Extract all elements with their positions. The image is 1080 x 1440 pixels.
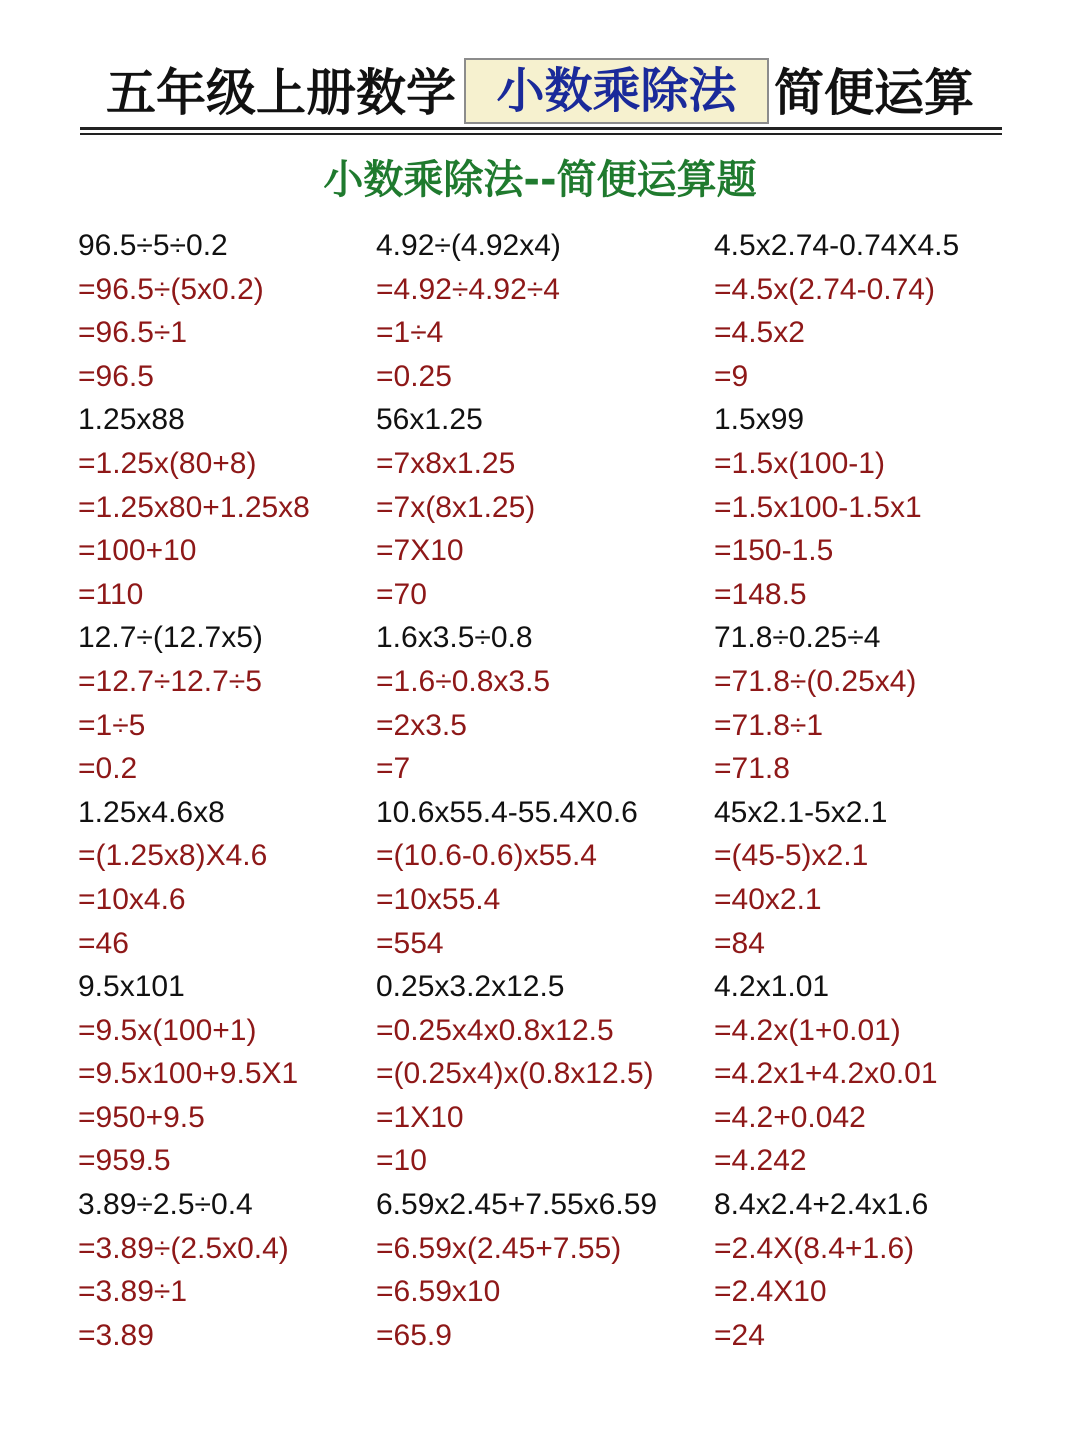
solution-step: =96.5	[78, 359, 154, 393]
solution-step: =4.2+0.042	[714, 1100, 866, 1134]
solution-step: =1X10	[376, 1100, 464, 1134]
header-title-left: 五年级上册数学	[106, 64, 456, 122]
problem-question: 6.59x2.45+7.55x6.59	[376, 1188, 658, 1222]
problem-block	[78, 224, 310, 398]
solution-step: =7x8x1.25	[376, 446, 516, 480]
solution-step: =10x55.4	[376, 882, 501, 916]
solution-step: =40x2.1	[714, 882, 822, 916]
solution-step: =0.2	[78, 752, 138, 786]
solution-step: =6.59x(2.45+7.55)	[376, 1231, 622, 1265]
problem-question: 9.5x101	[78, 970, 185, 1004]
solution-step: =70	[376, 577, 427, 611]
problem-question: 4.92÷(4.92x4)	[376, 229, 561, 262]
solution-step: =150-1.5	[714, 534, 834, 568]
problem-question: 12.7÷(12.7x5)	[78, 621, 263, 655]
solution-step: =9.5x100+9.5X1	[78, 1057, 299, 1091]
solution-step: =4.5x(2.74-0.74)	[714, 272, 935, 306]
solution-step: =7x(8x1.25)	[376, 490, 536, 524]
problem-block	[714, 616, 959, 790]
solution-step: =4.2x1+4.2x0.01	[714, 1057, 938, 1091]
solution-step: =3.89÷(2.5x0.4)	[78, 1231, 289, 1265]
problem-question: 8.4x2.4+2.4x1.6	[714, 1188, 929, 1222]
problem-column-3	[714, 224, 959, 1357]
problem-question: 3.89÷2.5÷0.4	[78, 1188, 253, 1222]
solution-step: =554	[376, 926, 444, 960]
solution-step: =2x3.5	[376, 708, 467, 742]
solution-step: =4.242	[714, 1144, 807, 1178]
problem-block	[714, 965, 959, 1183]
solution-step: =(10.6-0.6)x55.4	[376, 839, 597, 873]
solution-step: =110	[78, 577, 144, 611]
header-rule-top	[80, 127, 1002, 130]
solution-step: =71.8	[714, 752, 790, 786]
problem-block	[78, 616, 310, 790]
solution-step: =9	[714, 359, 749, 393]
problem-block	[78, 1183, 310, 1357]
solution-step: =3.89÷1	[78, 1275, 188, 1309]
solution-step: =1.25x(80+8)	[78, 446, 257, 480]
solution-step: =1.5x(100-1)	[714, 446, 885, 480]
solution-step: =950+9.5	[78, 1100, 205, 1134]
problem-question: 4.2x1.01	[714, 970, 830, 1004]
solution-step: =(0.25x4)x(0.8x12.5)	[376, 1057, 654, 1091]
problem-question: 45x2.1-5x2.1	[714, 795, 888, 829]
problem-column-1	[78, 224, 310, 1357]
solution-step: =6.59x10	[376, 1275, 501, 1309]
solution-step: =84	[714, 926, 765, 960]
solution-step: =12.7÷12.7÷5	[78, 664, 262, 698]
solution-step: =1÷4	[376, 316, 444, 350]
solution-step: =4.92÷4.92÷4	[376, 272, 560, 306]
solution-step: =46	[78, 926, 129, 960]
problem-question: 1.6x3.5÷0.8	[376, 621, 533, 655]
problem-block	[714, 1183, 959, 1357]
problem-block	[714, 398, 959, 616]
solution-step: =1.6÷0.8x3.5	[376, 664, 551, 698]
problem-block	[714, 224, 959, 398]
problem-block	[376, 1183, 657, 1357]
problem-question: 1.25x4.6x8	[78, 795, 225, 829]
solution-step: =9.5x(100+1)	[78, 1013, 257, 1047]
solution-step: =(1.25x8)X4.6	[78, 839, 268, 873]
solution-step: =10	[376, 1144, 427, 1178]
solution-step: =96.5÷1	[78, 316, 188, 350]
problem-block	[376, 398, 657, 616]
problem-question: 0.25x3.2x12.5	[376, 970, 565, 1004]
header-title-right: 简便运算	[774, 64, 974, 122]
page-header	[80, 56, 1002, 132]
problem-question: 96.5÷5÷0.2	[78, 229, 228, 262]
solution-step: =1÷5	[78, 708, 146, 742]
solution-step: =65.9	[376, 1318, 452, 1352]
solution-step: =100+10	[78, 534, 197, 568]
problem-block	[376, 965, 657, 1183]
solution-step: =4.2x(1+0.01)	[714, 1013, 901, 1047]
header-rule-bottom	[80, 133, 1002, 135]
problem-block	[376, 616, 657, 790]
problem-question: 1.5x99	[714, 403, 805, 437]
solution-step: =2.4X10	[714, 1275, 827, 1309]
solution-step: =1.5x100-1.5x1	[714, 490, 922, 524]
solution-step: =2.4X(8.4+1.6)	[714, 1231, 915, 1265]
solution-step: =10x4.6	[78, 882, 186, 916]
solution-step: =0.25x4x0.8x12.5	[376, 1013, 614, 1047]
solution-step: =148.5	[714, 577, 807, 611]
problem-column-2	[376, 224, 657, 1357]
problem-block	[78, 398, 310, 616]
solution-step: =7	[376, 752, 411, 786]
solution-step: =7X10	[376, 534, 464, 568]
problem-block	[376, 224, 657, 398]
solution-step: =24	[714, 1318, 765, 1352]
solution-step: =4.5x2	[714, 316, 805, 350]
solution-step: =71.8÷(0.25x4)	[714, 664, 917, 698]
solution-step: =1.25x80+1.25x8	[78, 490, 310, 524]
solution-step: =71.8÷1	[714, 708, 824, 742]
worksheet-subtitle: 小数乘除法--简便运算题	[323, 157, 757, 203]
problem-question: 71.8÷0.25÷4	[714, 621, 881, 655]
problem-question: 1.25x88	[78, 403, 185, 437]
solution-step: =3.89	[78, 1318, 154, 1352]
problem-question: 4.5x2.74-0.74X4.5	[714, 229, 960, 262]
solution-step: =96.5÷(5x0.2)	[78, 272, 264, 306]
solution-step: =(45-5)x2.1	[714, 839, 869, 873]
problem-block	[78, 791, 310, 965]
problem-block	[714, 791, 959, 965]
solution-step: =0.25	[376, 359, 452, 393]
problem-question: 10.6x55.4-55.4X0.6	[376, 795, 638, 829]
problem-block	[376, 791, 657, 965]
solution-step: =959.5	[78, 1144, 171, 1178]
header-highlight-box: 小数乘除法	[464, 58, 769, 124]
problem-question: 56x1.25	[376, 403, 483, 437]
problem-block	[78, 965, 310, 1183]
